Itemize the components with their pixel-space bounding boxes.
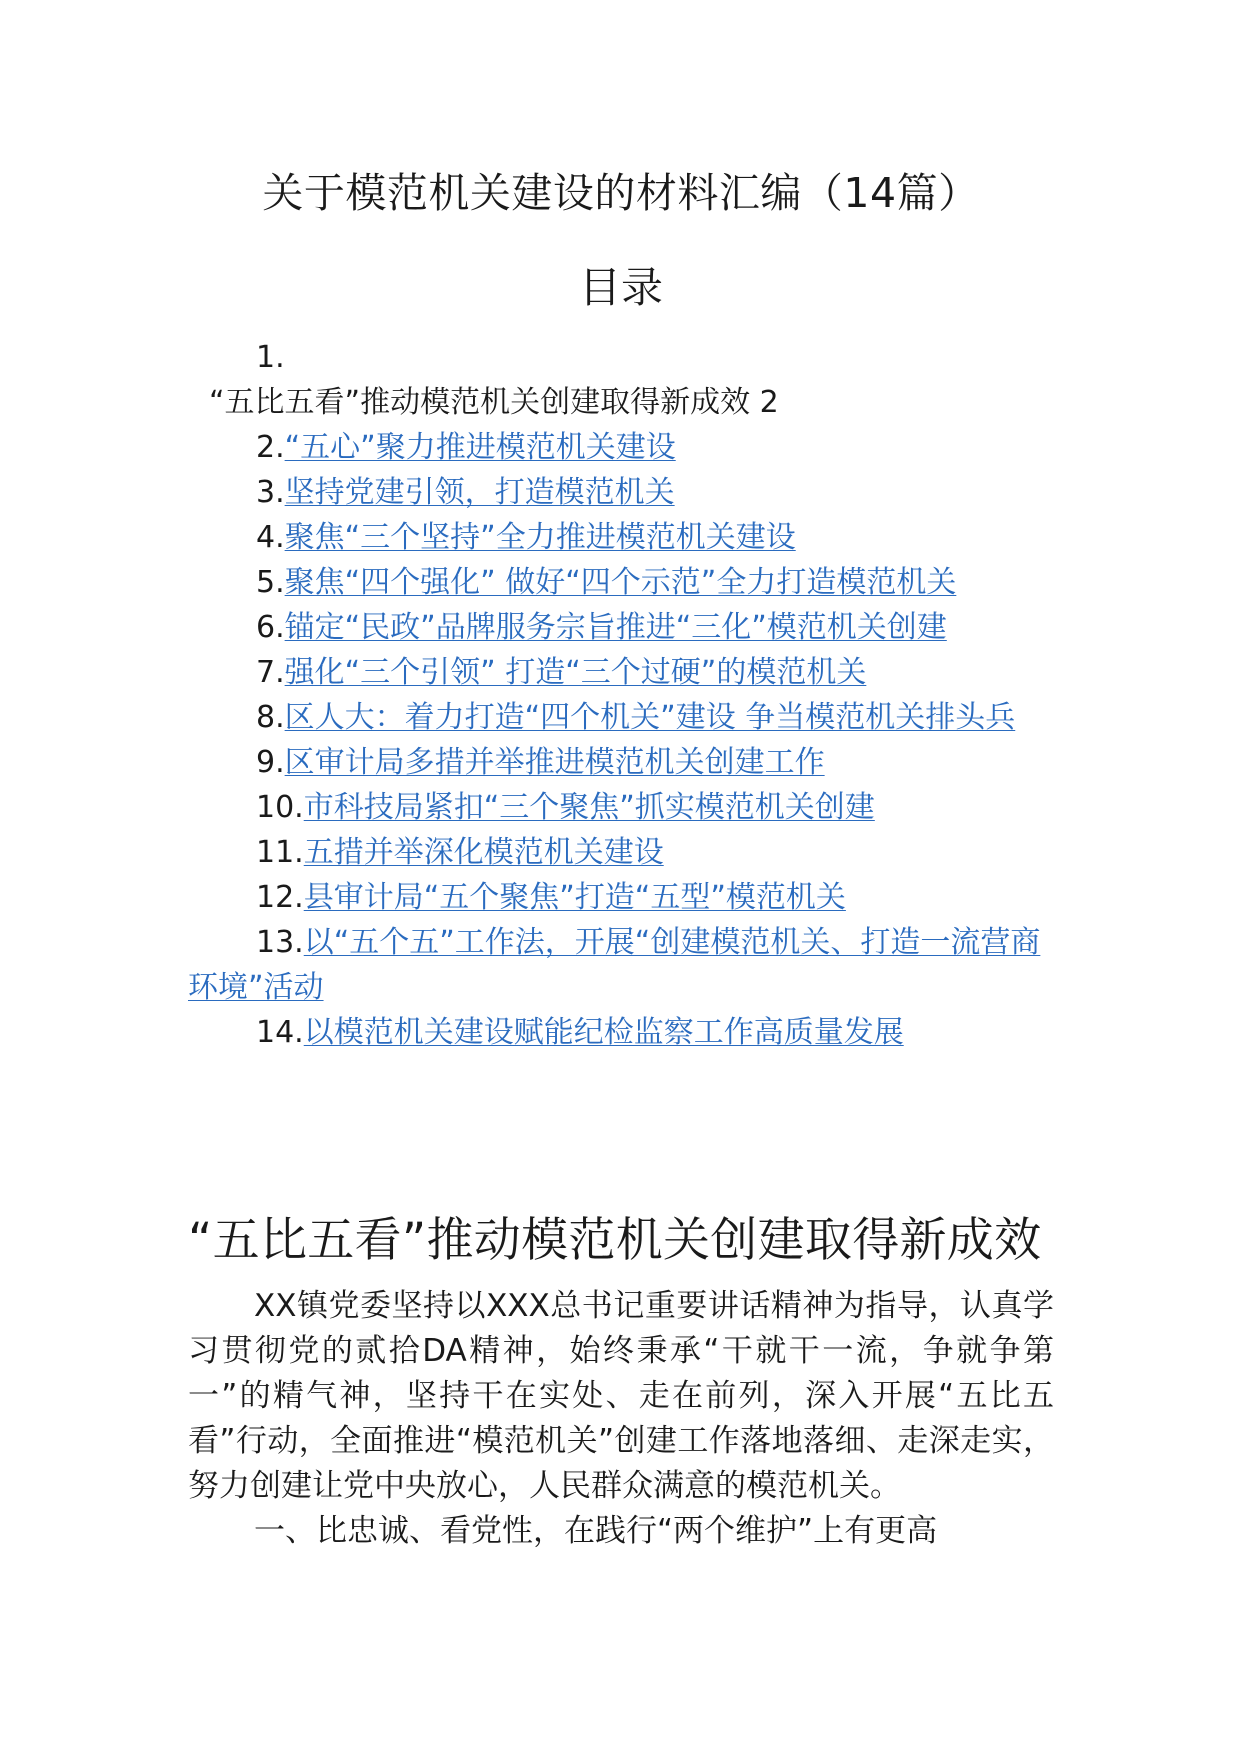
toc-entry-12 [188,875,1054,920]
section-title: “五比五看”推动模范机关创建取得新成效 [188,1213,1042,1268]
toc-link[interactable]: 以“五个五”工作法，开展“创建模范机关、打造一流营商环境”活动 [188,925,1041,1005]
toc-entry-1-page: 2 [759,385,779,420]
section-body [188,1284,1054,1554]
toc-entry-4 [188,515,1054,560]
toc-entry-number: 9. [256,745,285,780]
toc-link[interactable]: 以模范机关建设赋能纪检监察工作高质量发展 [303,1015,904,1050]
toc-entry-8 [188,695,1054,740]
toc-entry-3 [188,470,1054,515]
body-paragraph: XX镇党委坚持以XXX总书记重要讲话精神为指导，认真学习贯彻党的贰拾DA精神，始终秉承“干就干一流，争就争第一”的精气神，坚持干在实处、走在前列，深入开展“五比五看”行动，全面推进“模范机关”创建工作落地落细、走深走实，努力创建让党中央放心，人民群众满意的模范机关。 [188,1288,1054,1504]
toc-entry-number: 4. [256,520,285,555]
body-paragraph: 一、比忠诚、看党性，在践行“两个维护”上有更高 [254,1513,938,1549]
toc-entry-10 [188,785,1054,830]
toc-entry-2 [188,425,1054,470]
toc-link[interactable]: 坚持党建引领，打造模范机关 [284,475,675,510]
toc-entry-number: 2. [256,430,285,465]
toc-link[interactable]: 县审计局“五个聚焦”打造“五型”模范机关 [303,880,846,915]
toc-heading: 目录 [578,263,663,312]
toc-entry-13 [188,920,1054,1010]
toc-entry-number: 8. [256,700,285,735]
toc-link[interactable]: “五心”聚力推进模范机关建设 [284,430,676,465]
toc-entry-5 [188,560,1054,605]
toc-entry-7 [188,650,1054,695]
toc-entry-number: 6. [256,610,285,645]
toc-link[interactable]: 区人大：着力打造“四个机关”建设 争当模范机关排头兵 [284,700,1016,735]
toc-link[interactable]: 区审计局多措并举推进模范机关创建工作 [284,745,825,780]
toc-entry-1[interactable] [188,380,1054,425]
toc-link[interactable]: 五措并举深化模范机关建设 [303,835,664,870]
toc-entry-6 [188,605,1054,650]
table-of-contents [188,335,1054,1055]
toc-link[interactable]: 聚焦“四个强化” 做好“四个示范”全力打造模范机关 [284,565,957,600]
toc-entry-9 [188,740,1054,785]
toc-entry-11 [188,830,1054,875]
toc-entry-number: 10. [256,790,304,825]
toc-link[interactable]: 市科技局紧扣“三个聚焦”抓实模范机关创建 [303,790,875,825]
toc-entry-number: 11. [256,835,304,870]
toc-entry-number: 13. [256,925,304,960]
toc-entry-number: 12. [256,880,304,915]
toc-entry-14 [188,1010,1054,1055]
toc-link[interactable]: 强化“三个引领” 打造“三个过硬”的模范机关 [284,655,867,690]
toc-entry-1-text[interactable]: “五比五看”推动模范机关创建取得新成效 [209,385,751,420]
toc-entry-number: 3. [256,475,285,510]
document-title: 关于模范机关建设的材料汇编（14篇） [262,169,980,217]
toc-entry-number: 14. [256,1015,304,1050]
toc-link[interactable]: 锚定“民政”品牌服务宗旨推进“三化”模范机关创建 [284,610,947,645]
toc-link[interactable]: 聚焦“三个坚持”全力推进模范机关建设 [284,520,796,555]
toc-entry-number: 7. [256,655,285,690]
toc-entry-1-number: 1. [256,340,285,375]
toc-entry-number: 5. [256,565,285,600]
